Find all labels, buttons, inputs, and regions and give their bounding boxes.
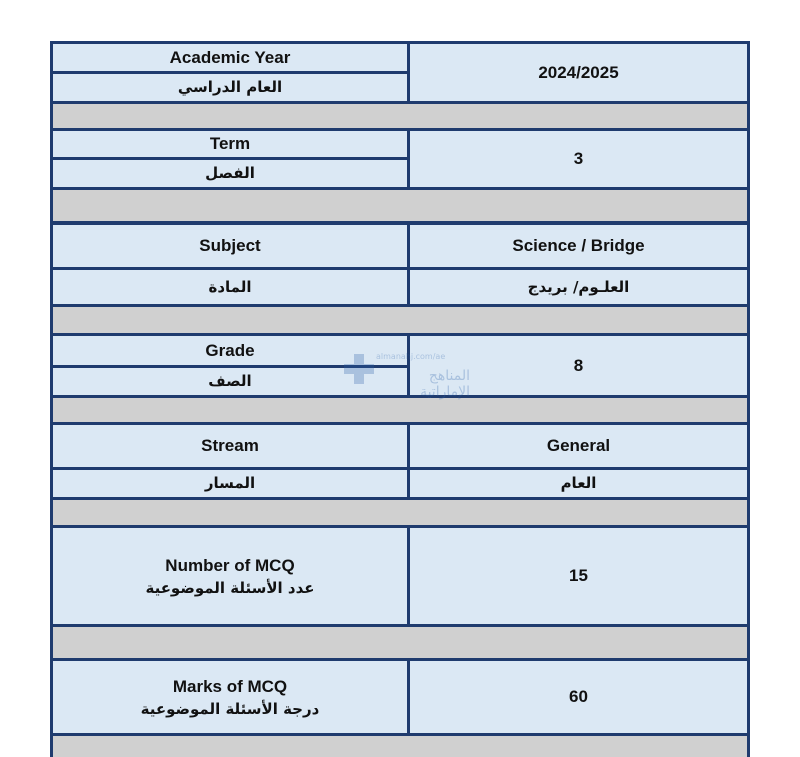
subject-label-ar-text: المادة xyxy=(208,277,252,296)
grade-label-ar xyxy=(53,368,407,395)
separator-row xyxy=(53,104,747,128)
term-label-en xyxy=(53,131,407,157)
stream-label-en xyxy=(53,425,407,467)
subject-value-en-text: Science / Bridge xyxy=(512,236,645,256)
term-value-text: 3 xyxy=(573,149,584,169)
stream-value-en-text: General xyxy=(546,436,611,456)
separator-row xyxy=(53,398,747,422)
subject-label-en xyxy=(53,225,407,267)
academic-year-value xyxy=(410,44,747,101)
stream-label-ar-text: المسار xyxy=(204,474,256,493)
academic-year-value-text: 2024/2025 xyxy=(538,62,619,82)
separator-row xyxy=(53,500,747,525)
separator-row xyxy=(53,307,747,333)
exam-info-table xyxy=(50,41,750,757)
stream-label-en-text: Stream xyxy=(201,436,259,456)
stream-value-ar-text: العام xyxy=(560,474,597,493)
grade-label-ar-text: الصف xyxy=(208,372,252,391)
stream-value-en xyxy=(410,425,747,467)
mcq-count-label xyxy=(53,528,407,624)
mcq-marks-label xyxy=(53,661,407,733)
separator-row xyxy=(53,190,747,221)
subject-label-en-text: Subject xyxy=(199,236,261,256)
separator-row xyxy=(53,627,747,658)
academic-year-label-en xyxy=(53,44,407,71)
stream-value-ar xyxy=(410,470,747,497)
mcq-marks-label-en-text: Marks of MCQ xyxy=(172,676,288,696)
term-label-ar xyxy=(53,160,407,187)
subject-label-ar xyxy=(53,270,407,304)
mcq-marks-label-ar-text: درجة الأسئلة الموضوعية xyxy=(140,699,320,718)
grade-value-text: 8 xyxy=(573,355,584,375)
mcq-count-value xyxy=(410,528,747,624)
subject-value-en xyxy=(410,225,747,267)
subject-value-ar xyxy=(410,270,747,304)
grade-label-en-text: Grade xyxy=(205,340,255,360)
mcq-marks-value xyxy=(410,661,747,733)
mcq-count-label-ar-text: عدد الأسئلة الموضوعية xyxy=(145,578,315,597)
academic-year-label-ar-text: العام الدراسي xyxy=(177,78,283,97)
term-label-ar-text: الفصل xyxy=(205,164,255,183)
stream-label-ar xyxy=(53,470,407,497)
academic-year-label-ar xyxy=(53,74,407,101)
mcq-marks-value-text: 60 xyxy=(569,687,588,707)
separator-row xyxy=(53,736,747,757)
term-value xyxy=(410,131,747,187)
watermark-name: المناهج الإماراتية xyxy=(420,368,470,400)
subject-value-ar-text: العلـوم/ بريدج xyxy=(527,277,630,296)
term-label-en-text: Term xyxy=(209,134,251,154)
watermark-url: almanahj.com/ae xyxy=(376,352,446,361)
grade-value xyxy=(410,336,747,395)
academic-year-label-en-text: Academic Year xyxy=(169,47,291,67)
mcq-count-label-en-text: Number of MCQ xyxy=(165,555,295,575)
grade-label-en xyxy=(53,336,407,365)
mcq-count-value-text: 15 xyxy=(569,566,588,586)
